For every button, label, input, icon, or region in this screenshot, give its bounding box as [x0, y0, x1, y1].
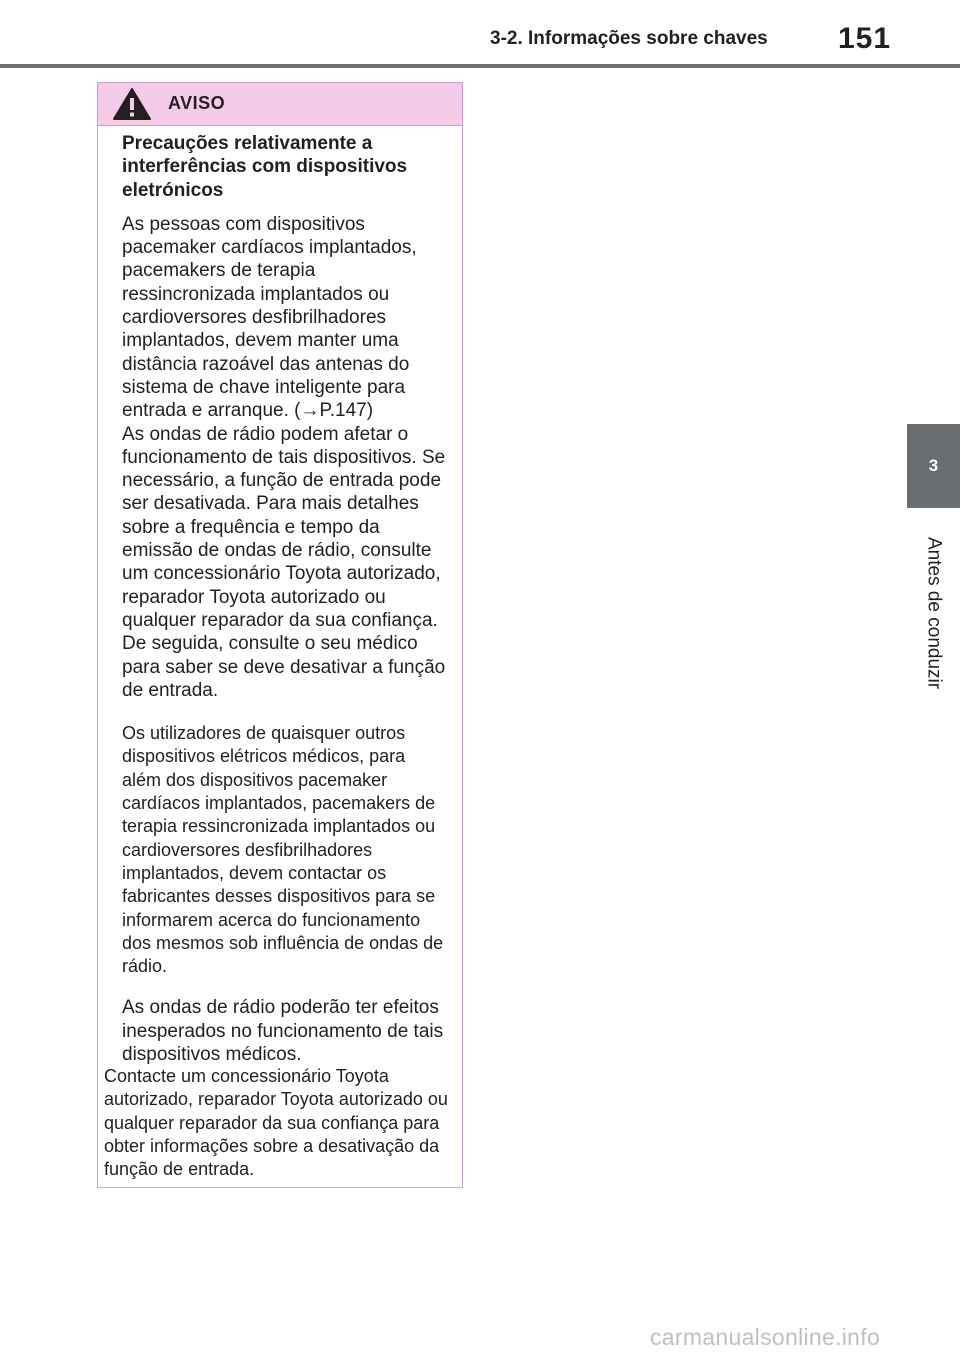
- warning-header: [98, 83, 462, 126]
- warning-paragraph-3: Os utilizadores de quaisquer outros dispositivos elétricos médicos, para além dos dispositivos pacemaker cardíacos implantados, pacemakers de terapia ressincronizada implantados ou cardioversores desfibrilhadores implantados, devem contactar os fabricantes desses dispositivos para se informarem acerca do funcionamento dos mesmos sob influência de ondas de rádio.: [122, 723, 444, 977]
- header-rule: [0, 64, 960, 68]
- warning-heading: Precauções relativamente a interferências com dispositivos eletrónicos: [122, 133, 408, 201]
- chapter-tab-number: 3: [907, 424, 960, 508]
- warning-paragraph-1: As pessoas com dispositivos pacemaker cardíacos implantados, pacemakers de terapia ressincronizada implantados ou cardioversores desfibrilhadores implantados, devem manter uma distância razoável das antenas do sistema de chave inteligente para entrada e arranque. (→P.147): [122, 213, 417, 422]
- warning-body: [98, 126, 462, 1066]
- contact-note: Contacte um concessionário Toyota autorizado, reparador Toyota autorizado ou qualquer reparador da sua confiança para obter informações sobre a desativação da função de entrada.: [104, 1066, 448, 1180]
- chapter-tab: [907, 508, 960, 718]
- warning-paragraph-4: As ondas de rádio poderão ter efeitos inesperados no funcionamento de tais dispositivos médicos.: [122, 997, 444, 1065]
- warning-label: AVISO: [168, 93, 226, 113]
- section-title: 3-2. Informações sobre chaves: [490, 28, 768, 49]
- page-number: 151: [838, 22, 892, 55]
- warning-paragraph-2: As ondas de rádio podem afetar o funcionamento de tais dispositivos. Se necessário, a função de entrada pode ser desativada. Para mais detalhes sobre a frequência e tempo da emissão de ondas de rádio, consulte um concessionário Toyota autorizado, reparador Toyota autorizado ou qualquer reparador da sua confiança. De seguida, consulte o seu médico para saber se deve desativar a função de entrada.: [122, 423, 446, 701]
- warning-box: [97, 82, 463, 1188]
- warning-triangle-icon: [112, 87, 152, 126]
- watermark: carmanualsonline.info: [650, 1324, 881, 1350]
- chapter-tab-label: Antes de conduzir: [923, 536, 945, 690]
